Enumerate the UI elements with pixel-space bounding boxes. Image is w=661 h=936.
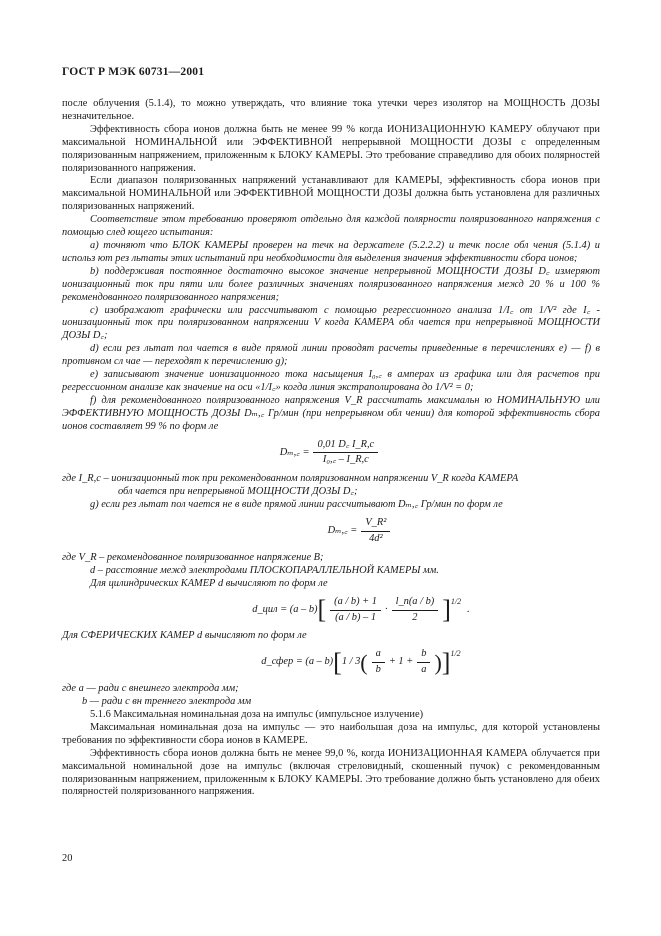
bracket-close: ] [442, 595, 451, 625]
paragraph: Если диапазон поляризованных напряжений устанавливают для КАМЕРЫ, эффективность сбора ионов при максимальной НОМИНАЛЬНОЙ или ЭФФЕКТИВНОЙ МОЩНОСТИ ДОЗЫ должна быть установлена для различных поляризованных напряжений. [62, 175, 600, 213]
formula-fraction [372, 648, 385, 677]
formula-lhs: Dₘ,꜀ = [279, 446, 310, 458]
section-heading: 5.1.6 Максимальная номинальная доза на импульс (импульсное излучение) [90, 708, 424, 720]
paragraph-test-intro: Соответствие этом требованию проверяют отдельно для каждой полярности поляризованного напряжения с помощью след ющего испытания: [62, 214, 600, 239]
where-clause: d – расстояние межд электродами ПЛОСКОПАРАЛЛЕЛЬНОЙ КАМЕРЫ мм. [90, 564, 439, 576]
page-content [62, 98, 600, 799]
list-item-g: g) если рез льтат пол чается не в виде прямой линии рассчитывают Dₘ,꜀ Гр/мин по форм ле [90, 499, 503, 511]
where-clause: где a — ради с внешнего электрода мм; [62, 683, 239, 695]
where-clause: где I_R,c – ионизационный ток при рекомендованном поляризованном напряжении V_R когда КАМЕРА [62, 473, 519, 485]
paren-close: ) [434, 649, 442, 675]
formula-exponent: 1/2 [450, 596, 462, 606]
formula-lhs: d_сфер = (a – b) [261, 656, 334, 668]
formula-period: . [467, 603, 470, 615]
paragraph: Для СФЕРИЧЕСКИХ КАМЕР d вычисляют по форм ле [62, 630, 307, 642]
paragraph: Эффективность сбора ионов должна быть не менее 99,0 %, когда ИОНИЗАЦИОННАЯ КАМЕРА облучается при максимальной номинальной дозе на импульс (включая стреловидный, скошенный пучок) с рекомендованным поляризованным напряжением, приложенным к БЛОКУ КАМЕРЫ. Это требование должно быть установлено для обеих полярностей поляризованного напряжения. [62, 747, 600, 798]
list-item-b: b) поддерживая постоянное достаточно высокое значение непрерывной МОЩНОСТИ ДОЗЫ D꜀ измеряют ионизационный ток при пяти или более различных значениях поляризованного напряжения межд 20 % и 100 % рекомендованного поляризованного напряжения; [62, 265, 600, 303]
formula-denominator: b [375, 664, 381, 676]
formula-numerator: l_n(a / b) [392, 596, 439, 611]
formula-fraction [330, 596, 381, 625]
where-clause: b — ради с вн треннего электрода мм [82, 696, 252, 708]
formula-fraction [417, 648, 430, 677]
formula-spherical-distance [122, 648, 600, 677]
list-item-f: f) для рекомендованного поляризованного напряжения V_R рассчитать максимальн ю НОМИНАЛЬНУЮ или ЭФФЕКТИВНУЮ МОЩНОСТЬ ДОЗЫ Dₘ,꜀ Гр/мин (при непрерывном обл чении) для которой эффективность сбора ионов составляет 99 % по форм ле [62, 394, 600, 432]
formula-numerator: V_R² [361, 517, 390, 532]
formula-denominator: 2 [412, 611, 418, 623]
formula-lhs: Dₘ,꜀ = [327, 525, 358, 537]
list-item-a: а) точняют что БЛОК КАМЕРЫ проверен на течк на держателе (5.2.2.2) и течк после обл чения (5.1.4) и использ ют рез льтаты этих испытаний при необходимости для выделения значения эффективности сбора ионов; [62, 239, 600, 264]
bracket-open: [ [333, 647, 342, 677]
formula-numerator: b [417, 648, 430, 663]
list-item-e: е) записывают значение ионизационного тока насыщения I₀,꜀ в амперах из графика или для расчетов при регрессионном анализе как значение на оси «1/I꜀» когда линия экстраполирована до 1/V² = 0; [62, 369, 600, 393]
paren-open: ( [360, 649, 368, 675]
formula-denominator: a [421, 664, 427, 676]
paragraph: Для цилиндрических КАМЕР d вычисляют по форм ле [90, 577, 328, 589]
standard-header: ГОСТ Р МЭК 60731—2001 [62, 66, 205, 78]
formula-numerator: a [372, 648, 385, 663]
formula-dose-rate-nonlinear [122, 517, 600, 546]
page-number: 20 [62, 853, 73, 864]
list-item-c: с) изображают графически или рассчитывают с помощью регрессионного анализа 1/I꜀ от 1/V² где I꜀ - ионизационный ток при поляризованном напряжении V когда КАМЕРА обл чается при непрерывной МОЩНОСТИ ДОЗЫ D꜀; [62, 304, 600, 342]
formula-cylindrical-distance [122, 596, 600, 625]
formula-denominator: I₀,꜀ – I_R,c [322, 454, 369, 466]
formula-term: 1 / 3 [341, 656, 361, 668]
formula-lhs: d_цил = (a – b) [252, 603, 318, 615]
formula-term: + 1 + [388, 656, 414, 668]
formula-numerator: (a / b) + 1 [330, 596, 381, 611]
formula-exponent: 1/2 [450, 649, 461, 659]
formula-numerator: 0,01 D꜀ I_R,c [313, 439, 378, 454]
formula-dose-rate-linear [62, 439, 600, 468]
paragraph: после облучения (5.1.4), то можно утверждать, что влияние тока утечки через изолятор на МОЩНОСТЬ ДОЗЫ незначительное. [62, 98, 600, 122]
bracket-open: [ [317, 595, 327, 625]
where-clause: обл чается при непрерывной МОЩНОСТИ ДОЗЫ D꜀; [118, 486, 358, 498]
formula-denominator: 4d² [369, 533, 383, 544]
formula-fraction [392, 596, 439, 625]
paragraph: Максимальная номинальная доза на импульс — это наибольшая доза на импульс, для которой установлены требования по эффективности сбора ионов в КАМЕРЕ. [62, 721, 600, 746]
formula-fraction [313, 439, 378, 468]
where-clause: где V_R – рекомендованное поляризованное напряжение В; [62, 551, 324, 563]
formula-dot: · [384, 603, 388, 615]
paragraph: Эффективность сбора ионов должна быть не менее 99 % когда ИОНИЗАЦИОННУЮ КАМЕРУ облучают при максимальной НОМИНАЛЬНОЙ или ЭФФЕКТИВНОЙ непрерывной МОЩНОСТИ ДОЗЫ с определенным поляризованным напряжением, приложенным к БЛОКУ КАМЕРЫ. Это требование справедливо для обоих полярностей поляризованного напряжения. [62, 123, 600, 174]
formula-denominator: (a / b) – 1 [335, 611, 377, 623]
list-item-d: d) если рез льтат пол чается в виде прямой линии проводят расчеты приведенные в перечислениях е) — f) в противном сл чае — переходят к перечислению g); [62, 343, 600, 368]
bracket-close: ] [441, 647, 451, 677]
formula-fraction [361, 517, 390, 546]
